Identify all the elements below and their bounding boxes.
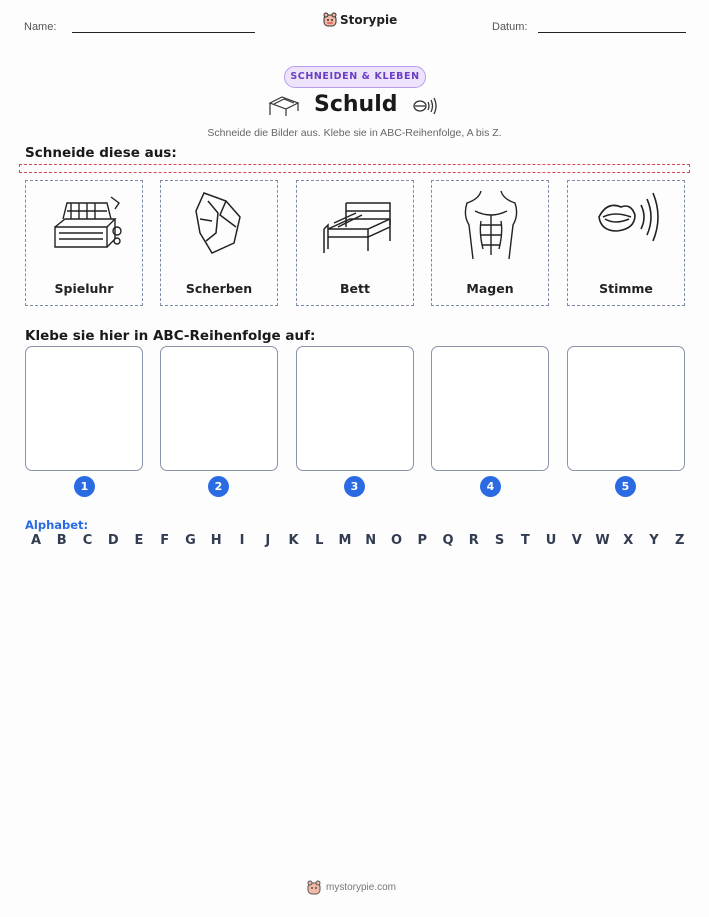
alphabet-letter: P — [417, 533, 428, 548]
bed-icon — [268, 95, 300, 117]
alphabet-letter: B — [56, 533, 67, 548]
paste-box-4[interactable] — [431, 346, 549, 471]
alphabet-row — [28, 533, 688, 548]
alphabet-letter: R — [468, 533, 479, 548]
alphabet-letter: C — [82, 533, 93, 548]
name-line — [72, 32, 255, 33]
paste-box-3[interactable] — [296, 346, 414, 471]
alphabet-letter: S — [494, 533, 505, 548]
activity-badge: SCHNEIDEN & KLEBEN — [284, 66, 426, 88]
number-badge-1: 1 — [74, 476, 95, 497]
number-badge-3: 3 — [344, 476, 365, 497]
number-badge-5: 5 — [615, 476, 636, 497]
footer-url[interactable]: mystorypie.com — [326, 882, 397, 893]
paste-box-5[interactable] — [567, 346, 685, 471]
brand-name: Storypie — [340, 12, 398, 27]
voice-icon — [412, 97, 438, 115]
voice-icon — [587, 189, 667, 263]
date-line — [538, 32, 686, 33]
alphabet-letter: O — [390, 533, 403, 548]
number-badge-4: 4 — [480, 476, 501, 497]
cut-label: Stimme — [599, 281, 653, 296]
footer — [307, 880, 396, 895]
paste-box-2[interactable] — [160, 346, 278, 471]
alphabet-letter: I — [239, 533, 245, 548]
cut-label: Bett — [340, 281, 370, 296]
alphabet-letter: Y — [649, 533, 659, 548]
date-label: Datum: — [492, 21, 528, 33]
alphabet-letter: T — [520, 533, 530, 548]
alphabet-letter: F — [160, 533, 170, 548]
cut-label: Scherben — [185, 281, 253, 296]
cut-card-spieluhr[interactable] — [25, 180, 143, 306]
mascot-icon — [323, 12, 337, 27]
alphabet-letter: U — [545, 533, 557, 548]
title-row — [0, 92, 709, 122]
cut-card-magen[interactable] — [431, 180, 549, 306]
cut-heading: Schneide diese aus: — [25, 145, 177, 161]
cut-label: Spieluhr — [54, 281, 114, 296]
mascot-icon — [307, 880, 321, 895]
alphabet-letter: V — [571, 533, 582, 548]
cut-card-scherben[interactable] — [160, 180, 278, 306]
alphabet-letter: N — [365, 533, 377, 548]
cut-label: Magen — [466, 281, 514, 296]
alphabet-letter: Q — [442, 533, 454, 548]
alphabet-letter: E — [134, 533, 144, 548]
alphabet-letter: J — [265, 533, 271, 548]
paste-heading: Klebe sie hier in ABC-Reihenfolge auf: — [25, 328, 316, 344]
bed-icon — [316, 189, 396, 263]
shard-icon — [180, 189, 260, 263]
instruction-text: Schneide die Bilder aus. Klebe sie in ABC-Reihenfolge, A bis Z. — [207, 127, 502, 139]
alphabet-letter: Z — [675, 533, 685, 548]
alphabet-label: Alphabet: — [25, 518, 89, 532]
alphabet-letter: A — [30, 533, 42, 548]
alphabet-letter: L — [315, 533, 324, 548]
alphabet-letter: W — [595, 533, 610, 548]
alphabet-letter: K — [288, 533, 299, 548]
number-badge-2: 2 — [208, 476, 229, 497]
name-label: Name: — [24, 21, 57, 33]
brand-logo — [323, 12, 397, 27]
alphabet-letter: G — [185, 533, 196, 548]
torso-icon — [451, 189, 531, 263]
alphabet-letter: H — [210, 533, 222, 548]
paste-box-1[interactable] — [25, 346, 143, 471]
alphabet-letter: D — [107, 533, 119, 548]
alphabet-letter: M — [338, 533, 352, 548]
music-box-icon — [45, 189, 125, 263]
alphabet-letter: X — [623, 533, 634, 548]
cut-line — [19, 164, 690, 173]
cut-card-bett[interactable] — [296, 180, 414, 306]
page-title: Schuld — [314, 92, 398, 117]
cut-card-stimme[interactable] — [567, 180, 685, 306]
